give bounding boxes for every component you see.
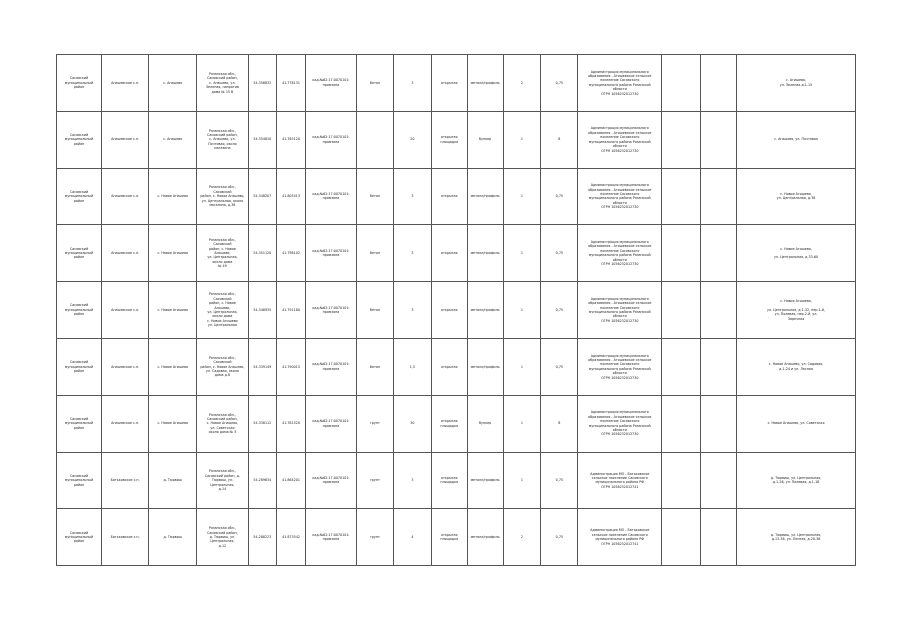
cell-address: Рязанская обл., Сасовский район, с. Новое Агишево, ул. Советская около дома № 3 — [197, 395, 248, 452]
cell-extra-2 — [701, 509, 737, 566]
cell-cadastral: кад.№62:17:0070101: промзона — [305, 395, 356, 452]
cell-fence: металл/профиль — [467, 452, 503, 509]
cell-latitude: 54.356832 — [248, 55, 277, 112]
cell-extra-2 — [701, 55, 737, 112]
registry-sheet — [56, 54, 856, 566]
cell-longitude: 41.778131 — [277, 55, 306, 112]
cell-surface: грунт — [357, 509, 394, 566]
cell-volume: 8 — [541, 395, 578, 452]
cell-area: 1,5 — [393, 338, 431, 395]
cell-site-type: открытая — [431, 338, 467, 395]
cell-district: Сасовский муниципальный район — [57, 338, 102, 395]
cell-area: 4 — [393, 509, 431, 566]
cell-owner: Администрация муниципального образования - Агишевское сельское поселение Сасовского муниципального района Рязанской области ОГРН 1056232012730 — [578, 111, 662, 168]
cell-sources: с. Новое Агишево, ул. Садовая, д.1-24 и ул. Лесная — [737, 338, 856, 395]
table-row — [57, 168, 856, 225]
cell-district: Сасовский муниципальный район — [57, 225, 102, 282]
cell-fence: бункер — [467, 395, 503, 452]
cell-site-type: открытая — [431, 225, 467, 282]
cell-extra-2 — [701, 168, 737, 225]
cell-volume: 0,75 — [541, 282, 578, 339]
cell-settlement: Агишевское с.п. — [102, 225, 149, 282]
cell-locality: с. Новое Агишево — [149, 225, 197, 282]
cell-cadastral: кад.№62:17:0070101: промзона — [305, 225, 356, 282]
cell-volume: 0,75 — [541, 452, 578, 509]
cell-containers-count: 1 — [503, 225, 541, 282]
cell-extra-2 — [701, 282, 737, 339]
cell-longitude: 41.763120 — [277, 111, 306, 168]
cell-extra-1 — [662, 395, 701, 452]
cell-site-type: открытая площадка — [431, 509, 467, 566]
cell-area: 3 — [393, 168, 431, 225]
cell-containers-count: 1 — [503, 452, 541, 509]
cell-area: 30 — [393, 395, 431, 452]
cell-surface: грунт — [357, 452, 394, 509]
cell-extra-1 — [662, 168, 701, 225]
cell-settlement: Батьковское с.п. — [102, 509, 149, 566]
cell-site-type: открытая — [431, 168, 467, 225]
cell-district: Сасовский муниципальный район — [57, 111, 102, 168]
cell-sources: с. Новое Агишево, ул. Центральная, д.1-32, пер.1-й, ул. Полевая, пер.2-й, ул. Заречная — [737, 282, 856, 339]
cell-cadastral: кад.№62:17:0070101: промзона — [305, 452, 356, 509]
cell-area: 20 — [393, 111, 431, 168]
cell-latitude: 54.351120 — [248, 225, 277, 282]
cell-locality: с. Агишево — [149, 55, 197, 112]
cell-fence: металл/профиль — [467, 338, 503, 395]
cell-surface: бетон — [357, 55, 394, 112]
cell-sources: с. Агишево, ул. Зеленая д.1-15 — [737, 55, 856, 112]
cell-owner: Администрация муниципального образования - Агишевское сельское поселение Сасовского муниципального района Рязанской области ОГРН 1056232012730 — [578, 395, 662, 452]
cell-area: 3 — [393, 452, 431, 509]
cell-settlement: Батьковское с.п. — [102, 452, 149, 509]
cell-extra-1 — [662, 452, 701, 509]
cell-containers-count: 1 — [503, 111, 541, 168]
table-row — [57, 509, 856, 566]
cell-cadastral: кад.№62:17:0070101: промзона — [305, 55, 356, 112]
cell-surface — [357, 111, 394, 168]
cell-cadastral: кад.№62:17:0070101: промзона — [305, 338, 356, 395]
cell-locality: с. Агишево — [149, 111, 197, 168]
cell-longitude: 41.790015 — [277, 338, 306, 395]
cell-address: Рязанская обл., Сасовский район, с. Новое Агишево, ул. Центральная, около дома с. Новое Агишево ул. Центральная — [197, 282, 248, 339]
cell-locality: с. Новое Агишево — [149, 395, 197, 452]
cell-sources: д. Тюрвиш, ул. Центральная, д.1-26, ул. Полевая, д.1-18 — [737, 452, 856, 509]
cell-owner: Администрация муниципального образования - Агишевское сельское поселение Сасовского муниципального района Рязанской области ОГРН 1056232012730 — [578, 225, 662, 282]
cell-locality: д. Тюрвиш — [149, 509, 197, 566]
cell-sources: д. Тюрвиш, ул. Центральная, д.13-36, ул. Лесная, д.20-36 — [737, 509, 856, 566]
cell-longitude: 41.791180 — [277, 282, 306, 339]
cell-district: Сасовский муниципальный район — [57, 509, 102, 566]
cell-owner: Администрация муниципального образования - Агишевское сельское поселение Сасовского муниципального района Рязанской области ОГРН 1056232012730 — [578, 55, 662, 112]
cell-extra-1 — [662, 509, 701, 566]
cell-volume: 8 — [541, 111, 578, 168]
cell-sources: с. Новое Агишево, ул. Центральная, д.33-60 — [737, 225, 856, 282]
cell-fence: металл/профиль — [467, 509, 503, 566]
cell-fence: металл/профиль — [467, 225, 503, 282]
cell-address: Рязанская обл., Сасовский район, с. Агишево, ул. Почтовая, около магазина — [197, 111, 248, 168]
cell-extra-2 — [701, 338, 737, 395]
cell-extra-2 — [701, 395, 737, 452]
cell-district: Сасовский муниципальный район — [57, 55, 102, 112]
cell-settlement: Агишевское с.п. — [102, 282, 149, 339]
cell-surface: бетон — [357, 225, 394, 282]
cell-address: Рязанская обл., Сасовский район, с. Новое Агишево, ул. Садовая, около дома д.8 — [197, 338, 248, 395]
table-row — [57, 338, 856, 395]
cell-longitude: 41.864201 — [277, 452, 306, 509]
cell-longitude: 41.805413 — [277, 168, 306, 225]
cell-cadastral: кад.№62:17:0070101: промзона — [305, 168, 356, 225]
cell-address: Рязанская обл., Сасовский район, с. Агишево, ул. Зеленая, напротив дома № 15 В — [197, 55, 248, 112]
cell-address: Рязанская обл., Сасовский район, с. Новое Агишево, ул. Центральная, около магазина, д.38 — [197, 168, 248, 225]
cell-site-type: открытая площадка — [431, 111, 467, 168]
cell-locality: д. Тюрвиш — [149, 452, 197, 509]
cell-owner: Администрация муниципального образования - Агишевское сельское поселение Сасовского муниципального района Рязанской области ОГРН 1056232012730 — [578, 338, 662, 395]
cell-address: Рязанская обл., Сасовский район, д. Тюрвиш, ул. Центральная, д.14 — [197, 452, 248, 509]
table-row — [57, 282, 856, 339]
cell-longitude: 41.873542 — [277, 509, 306, 566]
cell-latitude: 54.354810 — [248, 111, 277, 168]
cell-district: Сасовский муниципальный район — [57, 168, 102, 225]
cell-latitude: 54.289634 — [248, 452, 277, 509]
cell-extra-1 — [662, 55, 701, 112]
cell-address: Рязанская обл., Сасовский район, с. Новое Агишево, ул. Центральная, около дома № 49 — [197, 225, 248, 282]
cell-settlement: Агишевское с.п. — [102, 338, 149, 395]
cell-area: 3 — [393, 225, 431, 282]
cell-extra-2 — [701, 225, 737, 282]
cell-district: Сасовский муниципальный район — [57, 282, 102, 339]
cell-fence: металл/профиль — [467, 55, 503, 112]
cell-volume: 0,75 — [541, 168, 578, 225]
cell-owner: Администрация муниципального образования - Агишевское сельское поселение Сасовского муниципального района Рязанской области ОГРН 1056232012730 — [578, 282, 662, 339]
cell-address: Рязанская обл., Сасовский район, д. Тюрвиш, ул. Центральная, д.12 — [197, 509, 248, 566]
table-row — [57, 225, 856, 282]
cell-cadastral: кад.№62:17:0070101: промзона — [305, 509, 356, 566]
cell-settlement: Агишевское с.п. — [102, 55, 149, 112]
cell-surface: бетон — [357, 168, 394, 225]
cell-site-type: открытая — [431, 55, 467, 112]
cell-longitude: 41.798102 — [277, 225, 306, 282]
cell-latitude: 54.288223 — [248, 509, 277, 566]
cell-site-type: открытая площадка — [431, 395, 467, 452]
cell-site-type: открытая — [431, 282, 467, 339]
cell-area: 3 — [393, 55, 431, 112]
cell-locality: с. Новое Агишево — [149, 282, 197, 339]
cell-settlement: Агишевское с.п. — [102, 168, 149, 225]
cell-cadastral: кад.№62:17:0070101: промзона — [305, 282, 356, 339]
cell-containers-count: 2 — [503, 55, 541, 112]
cell-settlement: Агишевское с.п. — [102, 395, 149, 452]
cell-extra-1 — [662, 282, 701, 339]
cell-district: Сасовский муниципальный район — [57, 395, 102, 452]
cell-extra-1 — [662, 338, 701, 395]
cell-latitude: 54.346935 — [248, 282, 277, 339]
cell-volume: 0,75 — [541, 509, 578, 566]
cell-settlement: Агишевское с.п. — [102, 111, 149, 168]
cell-cadastral: кад.№62:17:0070101: промзона — [305, 111, 356, 168]
cell-surface: грунт — [357, 395, 394, 452]
table-row — [57, 55, 856, 112]
cell-locality: с. Новое Агишево — [149, 338, 197, 395]
cell-volume: 0,75 — [541, 225, 578, 282]
cell-containers-count: 1 — [503, 282, 541, 339]
cell-owner: Администрация МО - Батьковское сельское поселение Сасовского муниципального района РФ ОГРН 1056232012741 — [578, 509, 662, 566]
cell-extra-1 — [662, 225, 701, 282]
cell-containers-count: 1 — [503, 168, 541, 225]
cell-latitude: 54.339149 — [248, 338, 277, 395]
table-row — [57, 395, 856, 452]
table-row — [57, 452, 856, 509]
cell-fence: металл/профиль — [467, 168, 503, 225]
waste-site-registry-table — [56, 54, 856, 566]
cell-sources: с. Новое Агишево, ул. Советская — [737, 395, 856, 452]
cell-surface: бетон — [357, 282, 394, 339]
cell-extra-2 — [701, 452, 737, 509]
cell-fence: бункер — [467, 111, 503, 168]
cell-fence: металл/профиль — [467, 282, 503, 339]
cell-extra-1 — [662, 111, 701, 168]
cell-owner: Администрация МО - Батьковское сельское поселение Сасовского муниципального района РФ ОГРН 1056232012741 — [578, 452, 662, 509]
cell-containers-count: 1 — [503, 338, 541, 395]
cell-surface: бетон — [357, 338, 394, 395]
cell-latitude: 54.338112 — [248, 395, 277, 452]
cell-volume: 0,75 — [541, 338, 578, 395]
cell-containers-count: 1 — [503, 395, 541, 452]
cell-district: Сасовский муниципальный район — [57, 452, 102, 509]
cell-sources: с. Агишево, ул. Почтовая — [737, 111, 856, 168]
cell-extra-2 — [701, 111, 737, 168]
cell-volume: 0,75 — [541, 55, 578, 112]
cell-owner: Администрация муниципального образования - Агишевское сельское поселение Сасовского муниципального района Рязанской области ОГРН 1056232012730 — [578, 168, 662, 225]
cell-latitude: 54.348207 — [248, 168, 277, 225]
cell-containers-count: 2 — [503, 509, 541, 566]
cell-longitude: 41.781520 — [277, 395, 306, 452]
cell-locality: с. Новое Агишево — [149, 168, 197, 225]
cell-sources: с. Новое Агишево, ул. Центральная, д.38 — [737, 168, 856, 225]
cell-site-type: открытая площадка — [431, 452, 467, 509]
table-row — [57, 111, 856, 168]
cell-area: 3 — [393, 282, 431, 339]
